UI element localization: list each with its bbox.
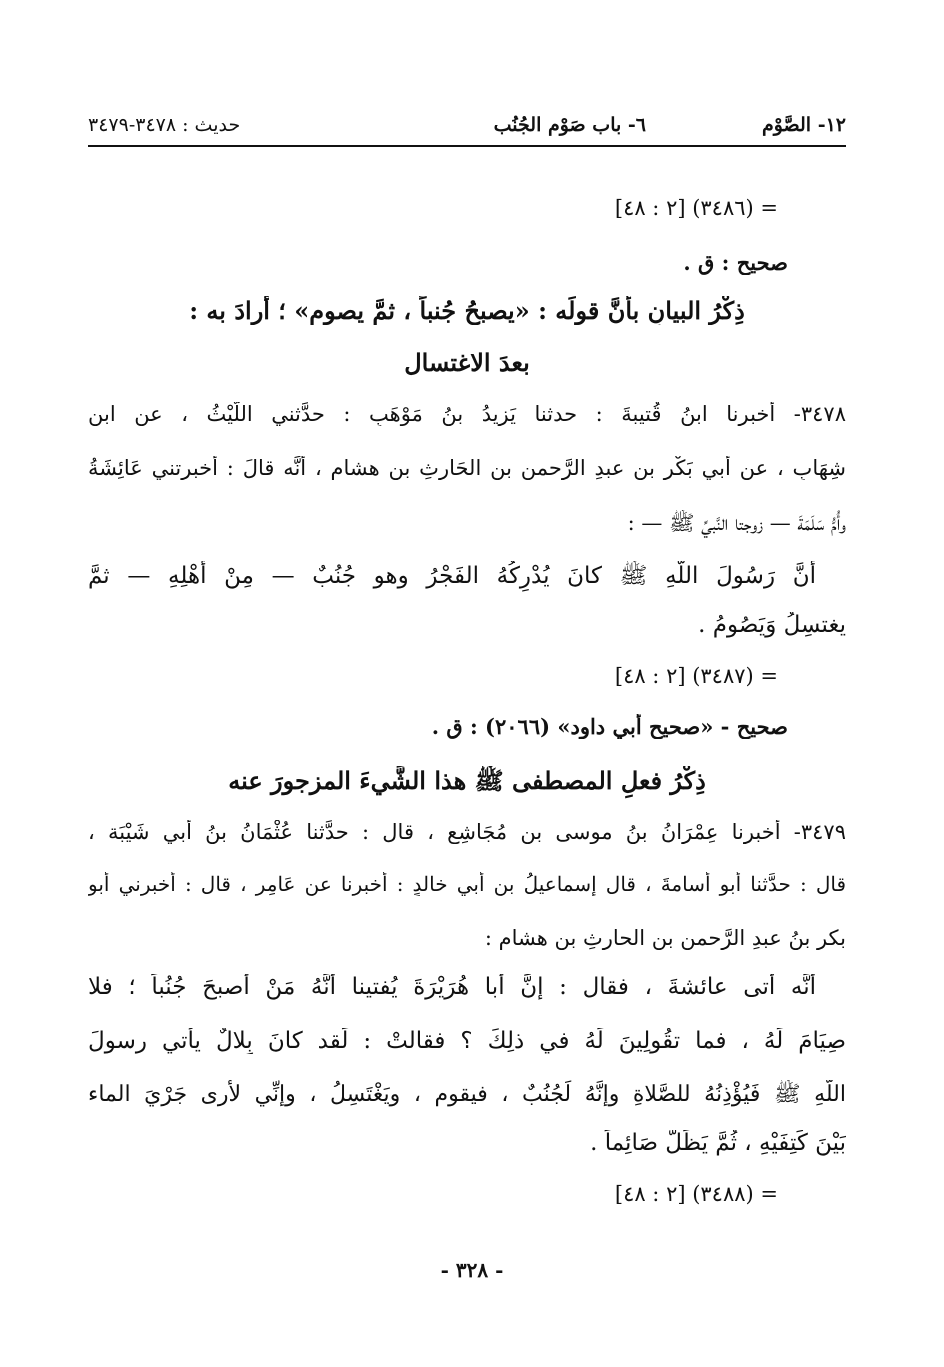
reference-line: = (٣٤٨٧) [٢ : ٤٨] bbox=[614, 664, 778, 688]
hadith-isnad-line: ٣٤٧٨- أخبرنا ابنُ قُتيبةَ : حدثنا يَزِيدُ بنُ مَوْهَبٍ : حدَّثني اللَّيْثُ ، عن ابنِ bbox=[88, 402, 846, 426]
chapter-title: ١٢- الصَّوْم bbox=[761, 114, 846, 136]
hadith-matn-line: صِيَامَ لَهُ ، فما تقُولِينَ لَهُ في ذلِكَ ؟ فقالتْ : لَقد كانَ بِلالٌ يأتي رسولَ bbox=[88, 1028, 846, 1054]
hadith-range: حديث : ٣٤٧٨-٣٤٧٩ bbox=[88, 114, 241, 136]
reference-line: = (٣٤٨٦) [٢ : ٤٨] bbox=[614, 196, 778, 220]
hadith-matn-line: اللَّهِ ﷺ فَيُؤْذِنُهُ للصَّلاةِ وإنَّهُ لَجُنُبٌ ، فيقوم ، ويَغْتَسِلُ ، وإنِّي لأرى جَرْيَ الماء bbox=[88, 1082, 846, 1107]
hadith-matn-line: بَيْنَ كَتِفَيْهِ ، ثُمَّ يَظَلُّ صَائِماً . bbox=[590, 1130, 846, 1156]
header-divider bbox=[88, 145, 846, 147]
hadith-matn-line: أنَّ رَسُولَ اللَّهِ ﷺ كانَ يُدْرِكُهُ الفَجْرُ وهو جُنُبٌ — مِنْ أَهْلِهِ — ثمَّ bbox=[88, 563, 816, 589]
chapter-heading-continued: بعدَ الاغتسال bbox=[404, 348, 530, 377]
reference-line: = (٣٤٨٨) [٢ : ٤٨] bbox=[614, 1182, 778, 1206]
grade-line: صحيح : ق . bbox=[683, 250, 788, 275]
hadith-matn-line: يغتسِلُ وَيَصُومُ . bbox=[698, 612, 846, 638]
hadith-isnad-line: شِهَابٍ ، عن أبي بَكْرِ بن عبدِ الرَّحمن بنِ الحَارِثِ بنِ هشامٍ ، أنَّه قالَ : أخبرتني عَائِشَةُ bbox=[88, 456, 846, 480]
chapter-heading: ذِكْرُ البيانِ بأنَّ قولَه : «يصبحُ جُنباً ، ثمَّ يصوم» ؛ أرادَ به : bbox=[189, 296, 745, 325]
hadith-matn-line: أنَّه أتى عائشةَ ، فقال : إنَّ أبا هُرَيْرَةَ يُفتينا أنَّهُ مَنْ أصبحَ جُنُباً ؛ فلا bbox=[88, 974, 816, 1000]
hadith-isnad-line: ٣٤٧٩- أخبرنا عِمْرَانُ بنُ موسى بنِ مُجَاشِعٍ ، قال : حدَّثنا عُثْمَانُ بنُ أبي شَيْبَة ، bbox=[88, 820, 846, 844]
grade-line: صحيح - «صحيح أبي داود» (٢٠٦٦) : ق . bbox=[431, 714, 788, 739]
chapter-heading: ذِكْرُ فعلِ المصطفى ﷺ هذا الشَّيءَ المزجورَ عنه bbox=[228, 766, 706, 795]
page-number: - ٣٢٨ - bbox=[440, 1258, 504, 1282]
hadith-isnad-line: قال : حدَّثنا أبو أُسامةَ ، قال إسماعيلُ بن أبي خالدٍ : أخبرنا عن عَامِرٍ ، قال : أخبرني أبو bbox=[88, 872, 846, 896]
running-header bbox=[88, 108, 846, 148]
hadith-isnad-line: بكر بنُ عبدِ الرَّحمن بنِ الحارثِ بنِ هشام : bbox=[484, 926, 846, 950]
hadith-isnad-line: وأُمُّ سَلَمَةَ — زوجتا النَّبيِّ ﷺ — : bbox=[627, 511, 846, 535]
section-title: ٦- باب صَوْم الجُنُب bbox=[493, 114, 646, 136]
